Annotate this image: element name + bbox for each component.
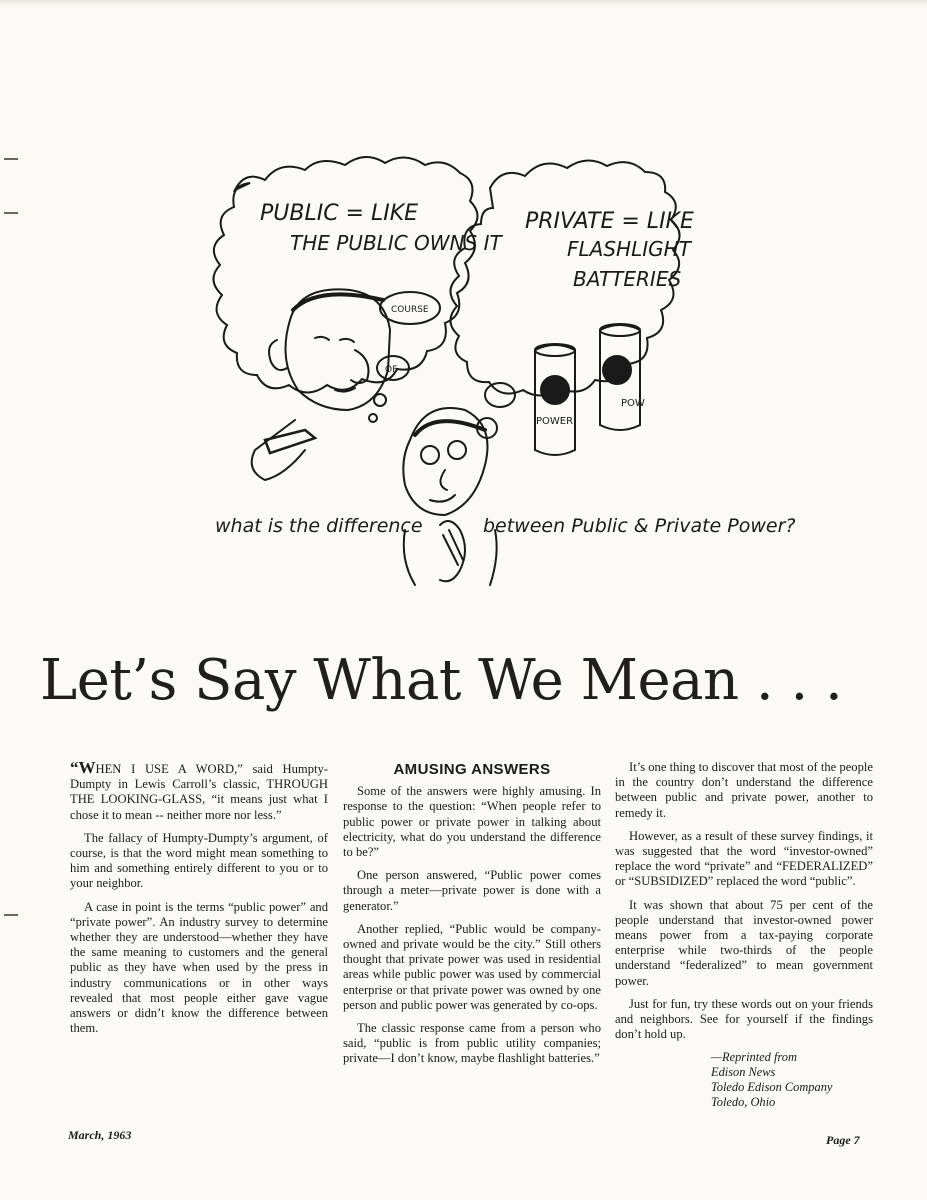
cartoon-left-line2: THE PUBLIC OWNS IT	[290, 231, 502, 255]
credit-line: Edison News	[711, 1065, 776, 1080]
cartoon-left-line1: PUBLIC = LIKE	[260, 201, 419, 226]
column-3	[615, 760, 873, 1110]
paragraph-text: HEN I USE A WORD,” said Humpty-Dumpty in Lewis Carroll’s classic, THROUGH THE LOOKING-GLASS, “it means just what I chose it to mean -- neither more nor less.”	[70, 762, 328, 822]
cartoon-right-line2: FLASHLIGHT	[567, 237, 691, 261]
paragraph: Just for fun, try these words out on your friends and neighbors. See for yourself if the findings don’t hold up.	[615, 996, 873, 1042]
credit-line: Toledo Edison Company	[711, 1080, 833, 1095]
paragraph: A case in point is the terms “public power” and “private power”. An industry survey to determine whether they are understood—whether they have the same meaning to customers and the general public as they have when used by the press in industry communications or in other ways revealed that most people either gave vague answers or didn’t know the difference between them.	[70, 899, 328, 1036]
cartoon-caption-right: between Public & Private Power?	[483, 515, 796, 537]
column-1	[70, 760, 328, 1044]
paragraph: Some of the answers were highly amusing. In response to the question: “When people refer to public power or private power in talking about electricity, what do you understand the difference to be?”	[343, 784, 601, 860]
cartoon-caption-left: what is the difference	[215, 515, 423, 537]
page-number: Page 7	[826, 1133, 860, 1147]
battery-label: POWER	[536, 416, 574, 427]
paragraph: However, as a result of these survey findings, it was suggested that the word “investor-owned” replace the word “private” and “FEDERALIZED” or “SUBSIDIZED” replaced the word “public”.	[615, 828, 873, 889]
paragraph: The classic response came from a person who said, “public is from public utility companies; private—I don’t know, maybe flashlight batteries.”	[343, 1021, 601, 1066]
paragraph: It was shown that about 75 per cent of the people understand that investor-owned power means power from a tax-paying corporate enterprise while two-thirds of the people understand “federalized” to mean government power.	[615, 897, 873, 988]
cartoon-right-line3: BATTERIES	[573, 267, 682, 291]
headline: Let’s Say What We Mean . . .	[40, 648, 843, 713]
cartoon-right-line1: PRIVATE = LIKE	[525, 209, 694, 234]
cartoon-course-bubble: COURSE	[391, 305, 429, 315]
paragraph: Another replied, “Public would be company-owned and private would be the city.” Still others thought that private power was used in residential areas while public power was used by commercial enterprise or that private power was owned by one person and public power was generated by co-ops.	[343, 921, 601, 1012]
reprint-credit	[711, 1050, 873, 1110]
paragraph: The fallacy of Humpty-Dumpty’s argument, of course, is that the word might mean something to him and something entirely different to you or to your neighbor.	[70, 830, 328, 891]
subhead: AMUSING ANSWERS	[393, 761, 551, 778]
footer-date: March, 1963	[68, 1128, 132, 1142]
credit-line: Toledo, Ohio	[711, 1095, 776, 1110]
cartoon-of-bubble: OF	[385, 365, 398, 375]
paragraph: It’s one thing to discover that most of the people in the country don’t understand the difference between public and private power, another to remedy it.	[615, 760, 873, 820]
top-edge	[0, 0, 927, 6]
battery-label-partial: POW	[621, 398, 645, 409]
binding-mark	[4, 914, 18, 916]
drop-cap: “W	[70, 758, 96, 777]
binding-mark	[4, 212, 18, 214]
paragraph: One person answered, “Public power comes through a meter—private power is done with a generator.”	[343, 868, 601, 913]
column-2	[343, 760, 601, 1075]
cartoon-illustration	[205, 150, 796, 590]
credit-line: —Reprinted from	[711, 1050, 797, 1065]
paragraph	[70, 760, 328, 823]
binding-mark	[4, 158, 18, 160]
